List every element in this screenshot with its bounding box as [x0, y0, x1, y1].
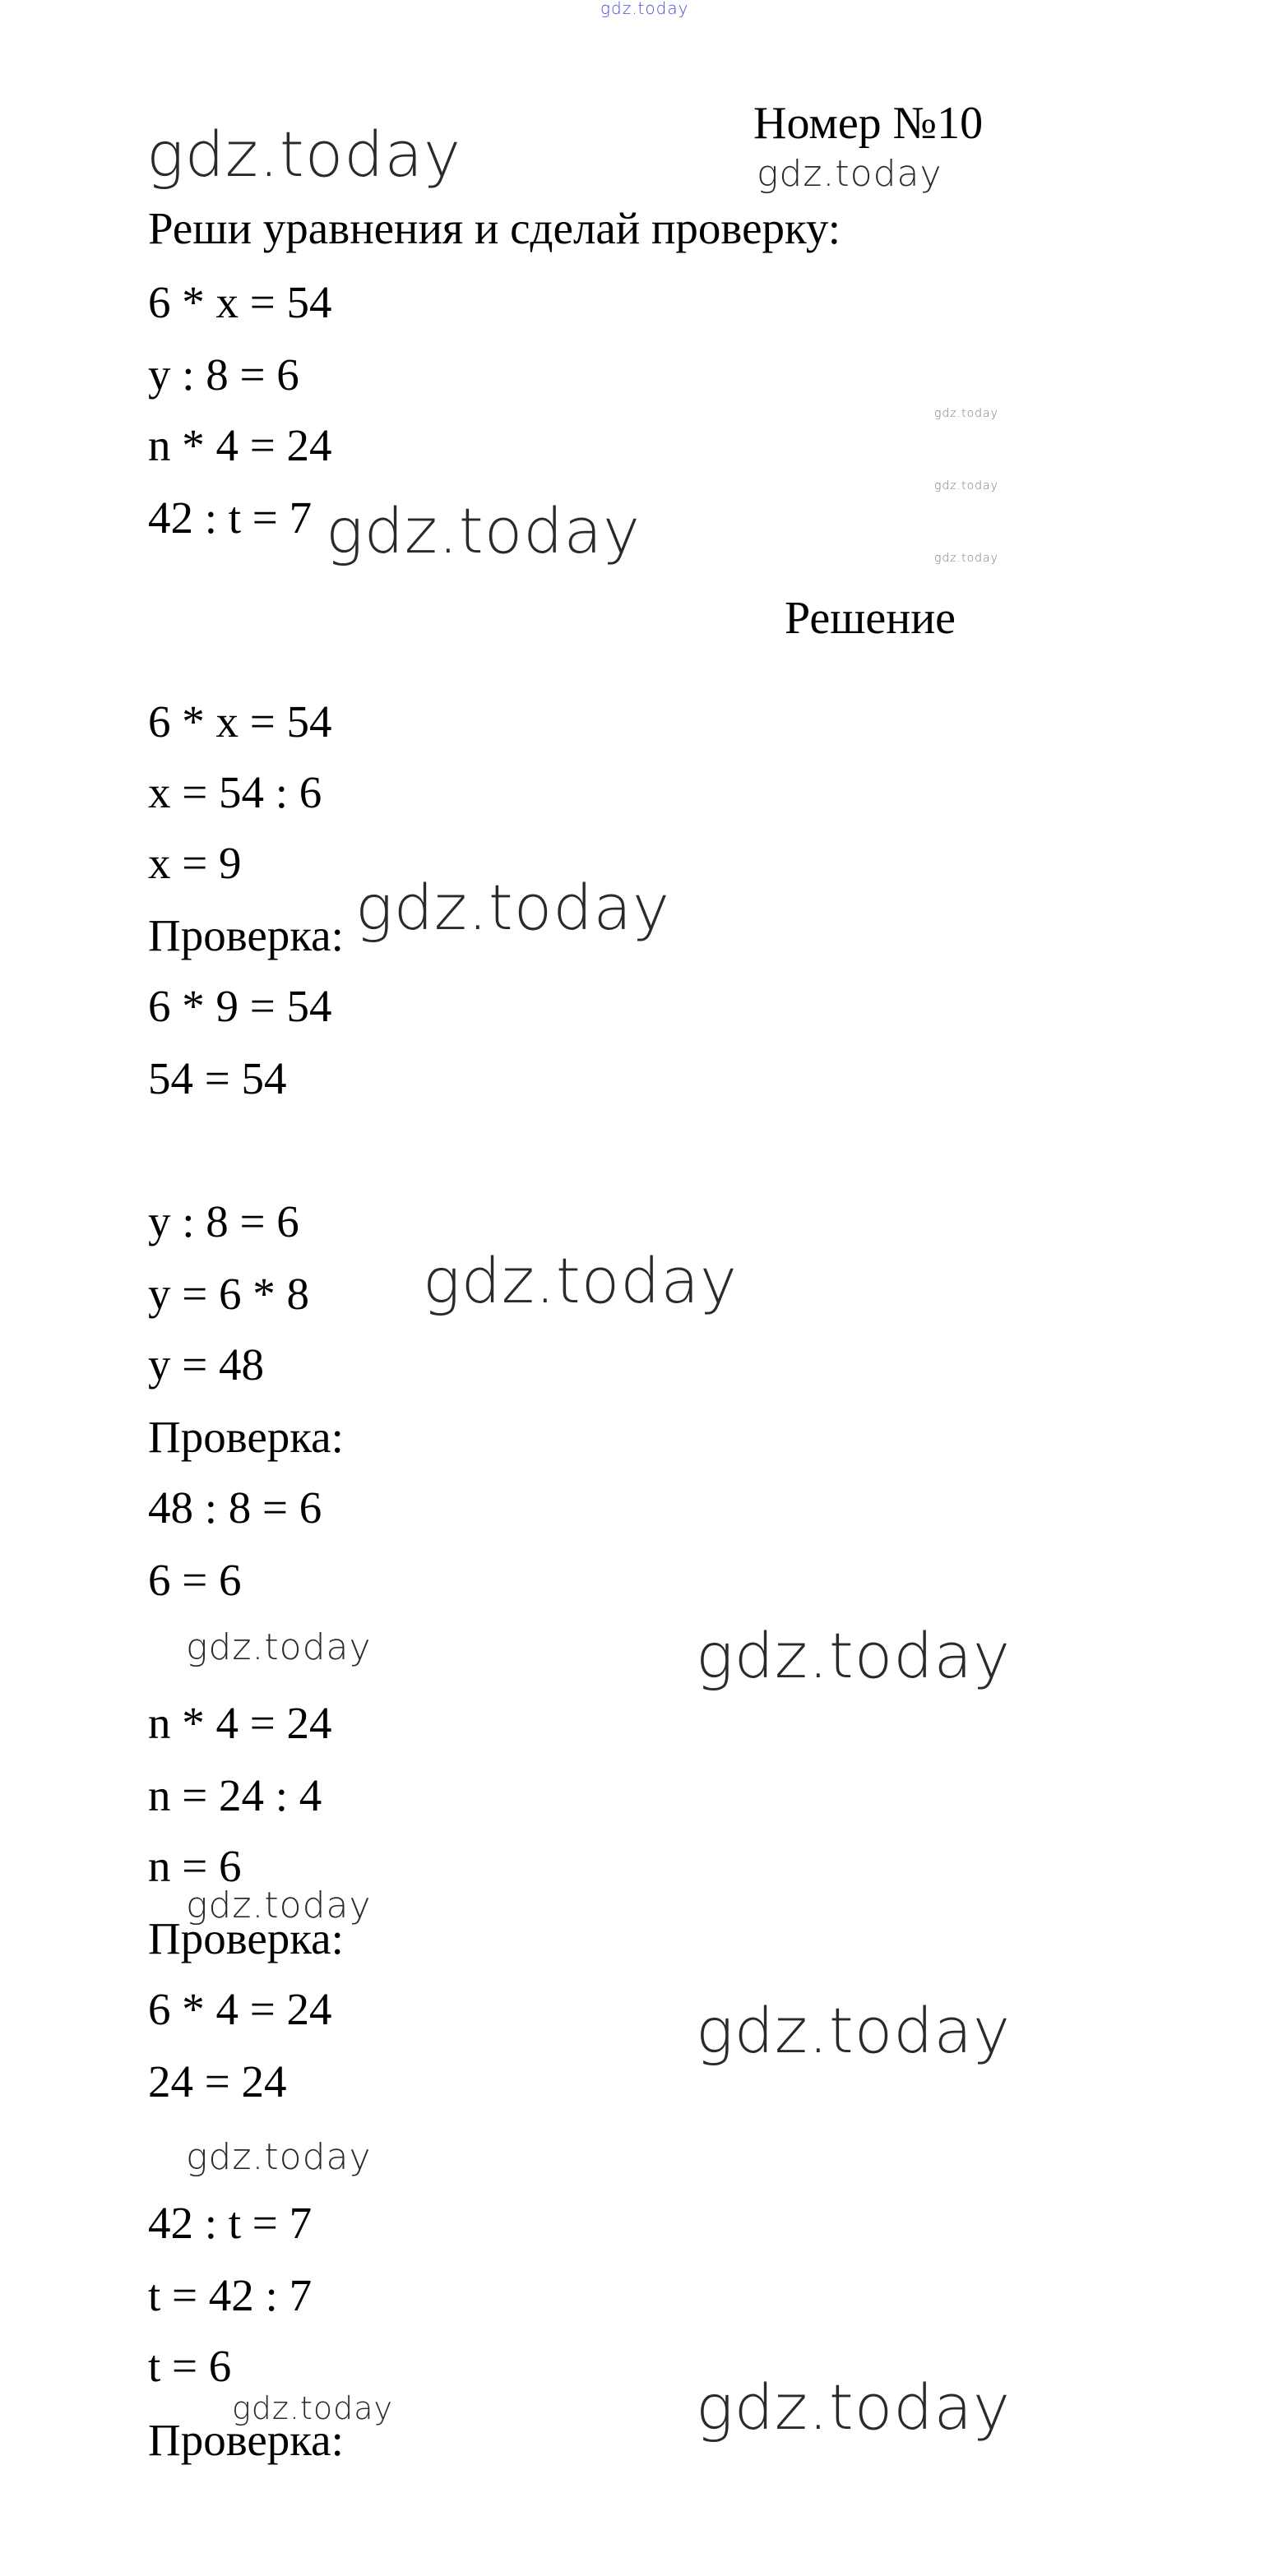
solution-heading: Решение [785, 593, 956, 644]
watermark: gdz.today [757, 153, 942, 195]
equation: y : 8 = 6 [148, 349, 299, 400]
watermark: gdz.today [934, 407, 998, 420]
check-label: Проверка: [148, 910, 344, 960]
watermark: gdz.today [934, 479, 998, 493]
check-label: Проверка: [148, 1913, 344, 1963]
equation: 6 * x = 54 [148, 277, 332, 327]
check-step: 6 * 4 = 24 [148, 1984, 332, 2034]
watermark: gdz.today [696, 2370, 1011, 2444]
solution-step: 6 * x = 54 [148, 696, 332, 747]
check-step: 48 : 8 = 6 [148, 1482, 322, 1533]
watermark: gdz.today [696, 1619, 1011, 1692]
solution-step: 42 : t = 7 [148, 2198, 313, 2248]
check-step: 6 * 9 = 54 [148, 981, 332, 1031]
task-statement: Реши уравнения и сделай проверку: [148, 203, 841, 253]
solution-step: y = 48 [148, 1339, 265, 1390]
check-step: 24 = 24 [148, 2056, 287, 2107]
watermark: gdz.today [146, 118, 461, 191]
watermark: gdz.today [232, 2390, 393, 2426]
solution-step: x = 9 [148, 838, 242, 888]
watermark: gdz.today [186, 1626, 372, 1668]
problem-number: Номер №10 [753, 98, 984, 149]
solution-step: n = 6 [148, 1841, 242, 1891]
watermark: gdz.today [186, 1885, 372, 1926]
check-step: 54 = 54 [148, 1053, 287, 1103]
solution-step: n * 4 = 24 [148, 1698, 332, 1748]
watermark: gdz.today [423, 1244, 738, 1317]
equation: n * 4 = 24 [148, 420, 332, 470]
watermark: gdz.today [600, 0, 689, 18]
solution-step: n = 24 : 4 [148, 1770, 322, 1820]
check-label: Проверка: [148, 1412, 344, 1462]
watermark: gdz.today [696, 1994, 1011, 2067]
watermark: gdz.today [934, 552, 998, 565]
solution-step: y : 8 = 6 [148, 1196, 299, 1246]
solution-step: t = 42 : 7 [148, 2270, 313, 2320]
solution-step: t = 6 [148, 2341, 232, 2391]
solution-step: y = 6 * 8 [148, 1269, 310, 1319]
equation: 42 : t = 7 [148, 493, 313, 543]
check-label: Проверка: [148, 2415, 344, 2465]
watermark: gdz.today [326, 494, 641, 567]
check-step: 6 = 6 [148, 1555, 242, 1605]
watermark: gdz.today [355, 871, 670, 944]
solution-step: x = 54 : 6 [148, 767, 322, 817]
watermark: gdz.today [186, 2136, 372, 2178]
